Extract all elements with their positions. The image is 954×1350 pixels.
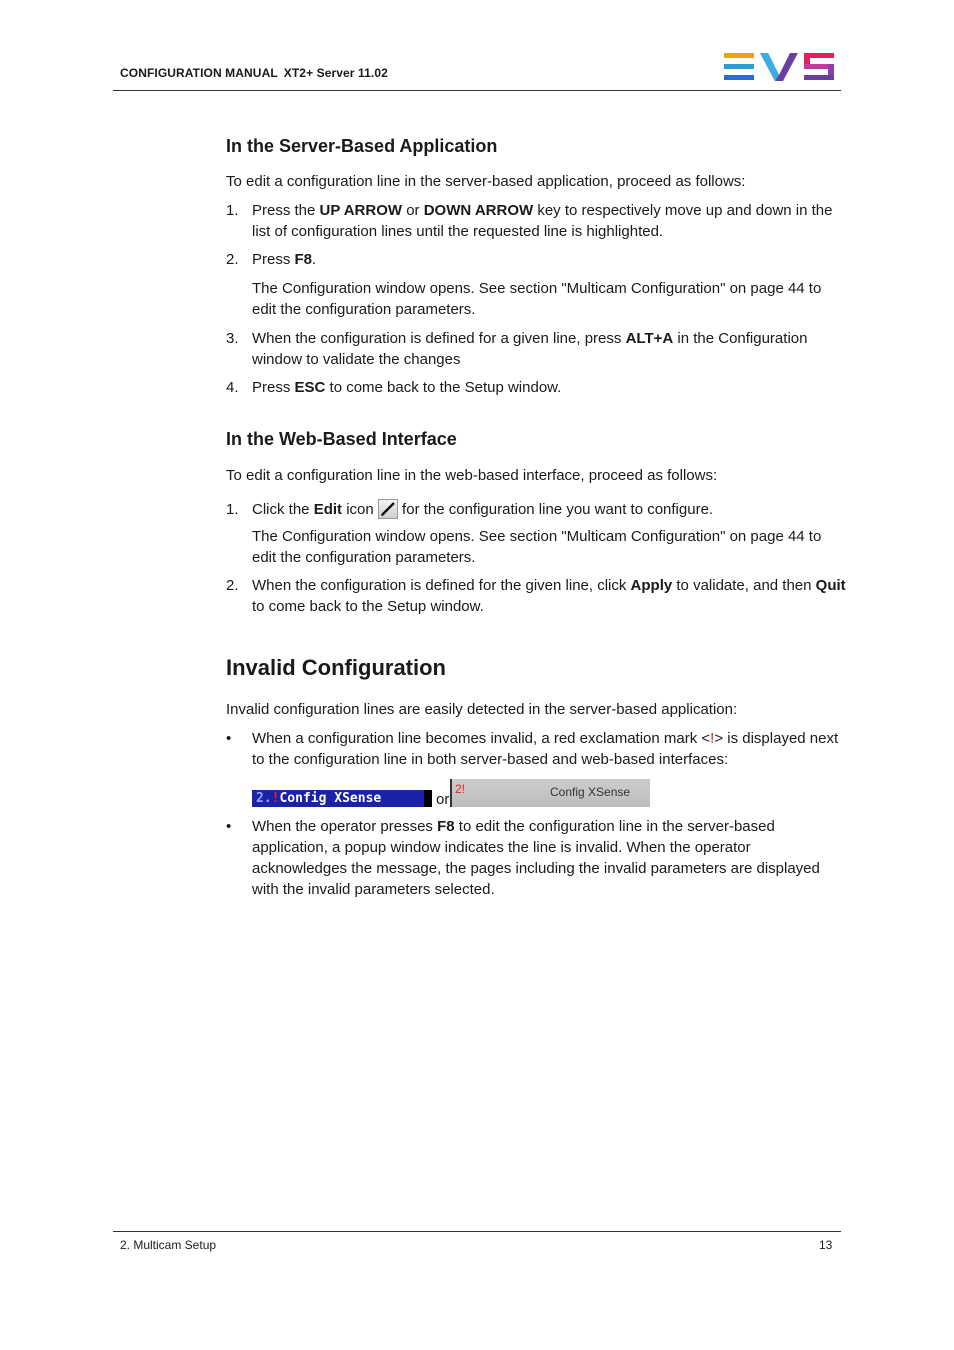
bullet: • (226, 818, 232, 835)
running-header-title: CONFIGURATION MANUAL XT2+ Server 11.02 (120, 66, 388, 80)
footer-rule (113, 1231, 841, 1232)
step-web-1: Click the Edit icon for the configuration line you want to configure. (252, 501, 714, 518)
heading-web-based: In the Web-Based Interface (226, 429, 457, 449)
step-number: 1. (226, 202, 239, 219)
step-number: 4. (226, 379, 239, 396)
step-server-4: Press ESC to come back to the Setup window. (252, 379, 562, 396)
header-rule (113, 90, 841, 91)
intro-server-based: To edit a configuration line in the server-based application, proceed as follows: (226, 173, 746, 190)
bullet-invalid-mark: When a configuration line becomes invalid, a red exclamation mark <!> is displayed next to the configuration line in both server-based and web-based interfaces: (252, 730, 839, 768)
step-number: 1. (226, 501, 239, 518)
bullet-popup: When the operator presses F8 to edit the configuration line in the server-based application, a popup window indicates the line is invalid. When the operator acknowledges the message, the pages including the invalid parameters are displayed with the invalid parameters selected. (252, 818, 820, 898)
step-number: 2. (226, 251, 239, 268)
step-server-2-note: The Configuration window opens. See section "Multicam Configuration" on page 44 to edit the configuration parameters. (252, 280, 822, 318)
server-screen-invalid-line: 2.!Config XSense (252, 790, 432, 807)
web-screen-invalid-line: 2! Config XSense (450, 779, 650, 807)
page-number: 13 (819, 1238, 833, 1252)
step-number: 3. (226, 330, 239, 347)
step-web-1-note: The Configuration window opens. See section "Multicam Configuration" on page 44 to edit the configuration parameters. (252, 528, 822, 566)
bullet: • (226, 730, 232, 747)
intro-web-based: To edit a configuration line in the web-based interface, proceed as follows: (226, 467, 718, 484)
step-server-1: Press the UP ARROW or DOWN ARROW key to respectively move up and down in the list of configuration lines until the requested line is highlighted. (252, 202, 833, 240)
footer-section: 2. Multicam Setup (120, 1238, 217, 1252)
heading-server-based: In the Server-Based Application (226, 136, 498, 156)
step-server-2: Press F8. (252, 251, 317, 268)
evs-logo-icon (724, 51, 836, 83)
step-web-2: When the configuration is defined for the given line, click Apply to validate, and then Quit to come back to the Setup window. (252, 577, 846, 615)
step-server-3: When the configuration is defined for a given line, press ALT+A in the Configuration window to validate the changes (252, 330, 808, 368)
heading-invalid-configuration: Invalid Configuration (226, 655, 446, 680)
intro-invalid: Invalid configuration lines are easily detected in the server-based application: (226, 701, 738, 718)
or-text: or (436, 791, 450, 808)
edit-pencil-icon (378, 499, 398, 519)
step-number: 2. (226, 577, 239, 594)
